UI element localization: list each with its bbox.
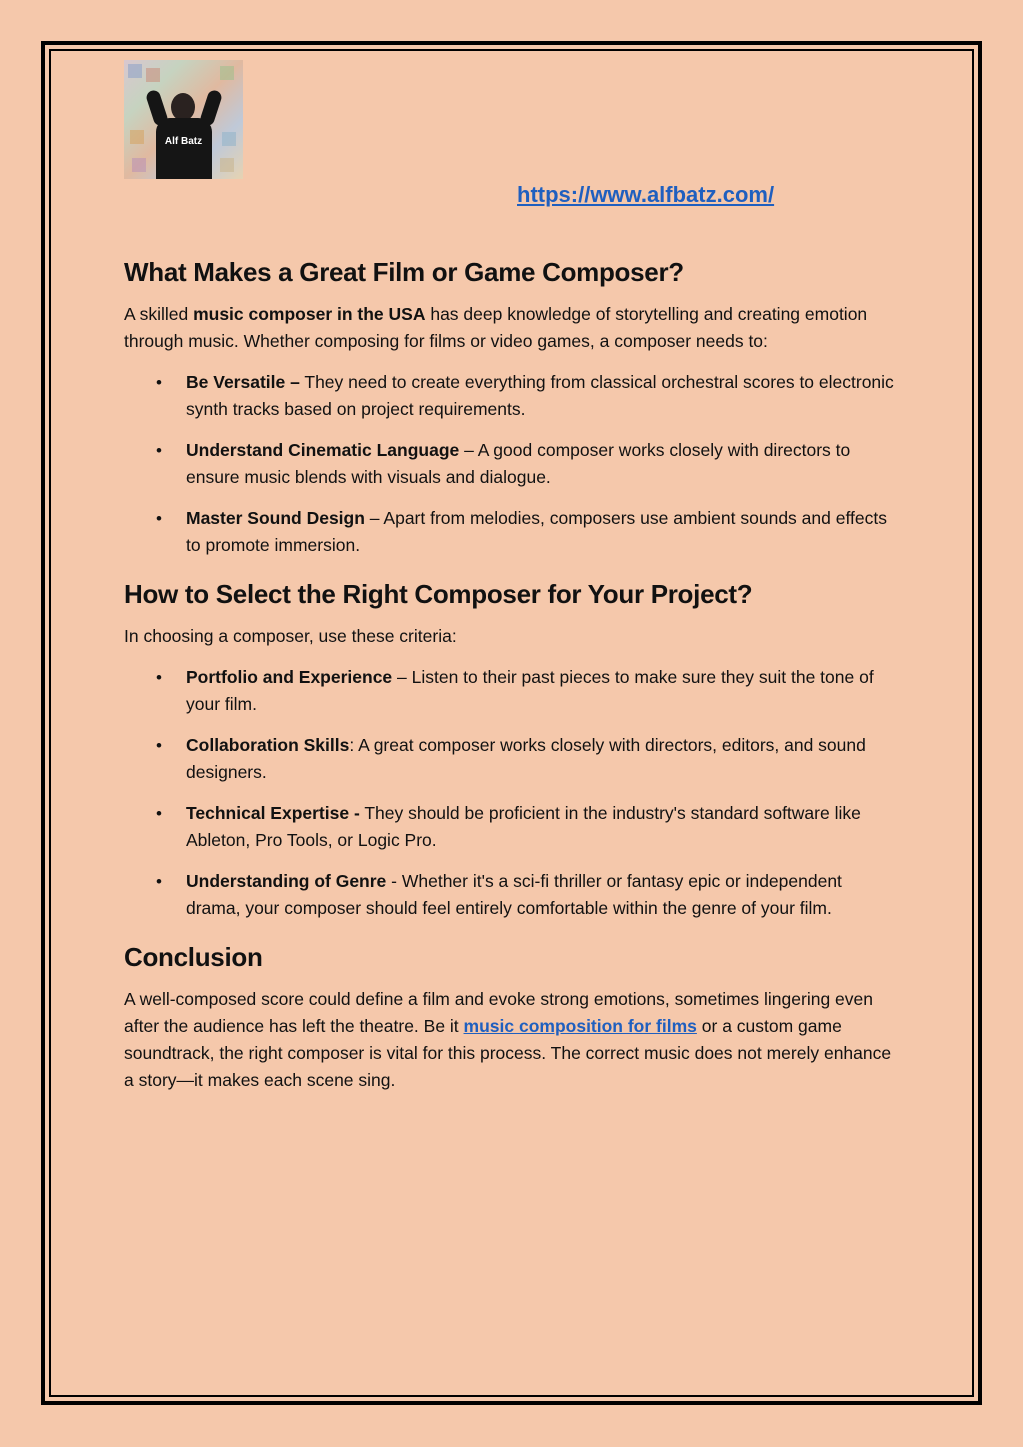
list-item: • Understanding of Genre - Whether it's a sci-fi thriller or fantasy epic or independent drama, your composer should feel entirely comfortable within the genre of your film. (124, 868, 899, 922)
composer-figure-icon (171, 93, 195, 121)
section1-intro: A skilled music composer in the USA has deep knowledge of storytelling and creating emotion through music. Whether composing for films or video games, a composer needs to: (124, 304, 868, 351)
section2-list (124, 664, 899, 922)
conclusion-paragraph: A well-composed score could define a film and evoke strong emotions, sometimes lingering even after the audience has left the theatre. Be it music composition for films or a custom game soundtrack, the right composer is vital for this process. The correct music does not merely enhance a story—it makes each scene sing. (124, 989, 892, 1090)
section2-intro: In choosing a composer, use these criteria: (124, 626, 457, 646)
list-item: • Be Versatile – They need to create everything from classical orchestral scores to electronic synth tracks based on project requirements. (124, 369, 899, 423)
section1-heading: What Makes a Great Film or Game Composer? (124, 257, 684, 287)
article-body (124, 256, 899, 1094)
list-item: • Master Sound Design – Apart from melodies, composers use ambient sounds and effects to promote immersion. (124, 505, 899, 559)
section1-intro-bold: music composer in the USA (193, 304, 426, 324)
music-composition-link[interactable]: music composition for films (463, 1016, 697, 1036)
website-link[interactable]: https://www.alfbatz.com/ (517, 182, 775, 207)
list-item: • Collaboration Skills: A great composer works closely with directors, editors, and sound designers. (124, 732, 899, 786)
logo-text: Alf Batz (164, 136, 203, 147)
alf-batz-logo (124, 60, 243, 179)
section2-heading: How to Select the Right Composer for Your Project? (124, 579, 753, 609)
list-item: • Portfolio and Experience – Listen to their past pieces to make sure they suit the tone of your film. (124, 664, 899, 718)
list-item: • Technical Expertise - They should be proficient in the industry's standard software like Ableton, Pro Tools, or Logic Pro. (124, 800, 899, 854)
conclusion-heading: Conclusion (124, 942, 263, 972)
list-item: • Understand Cinematic Language – A good composer works closely with directors to ensure music blends with visuals and dialogue. (124, 437, 899, 491)
section1-list (124, 369, 899, 559)
